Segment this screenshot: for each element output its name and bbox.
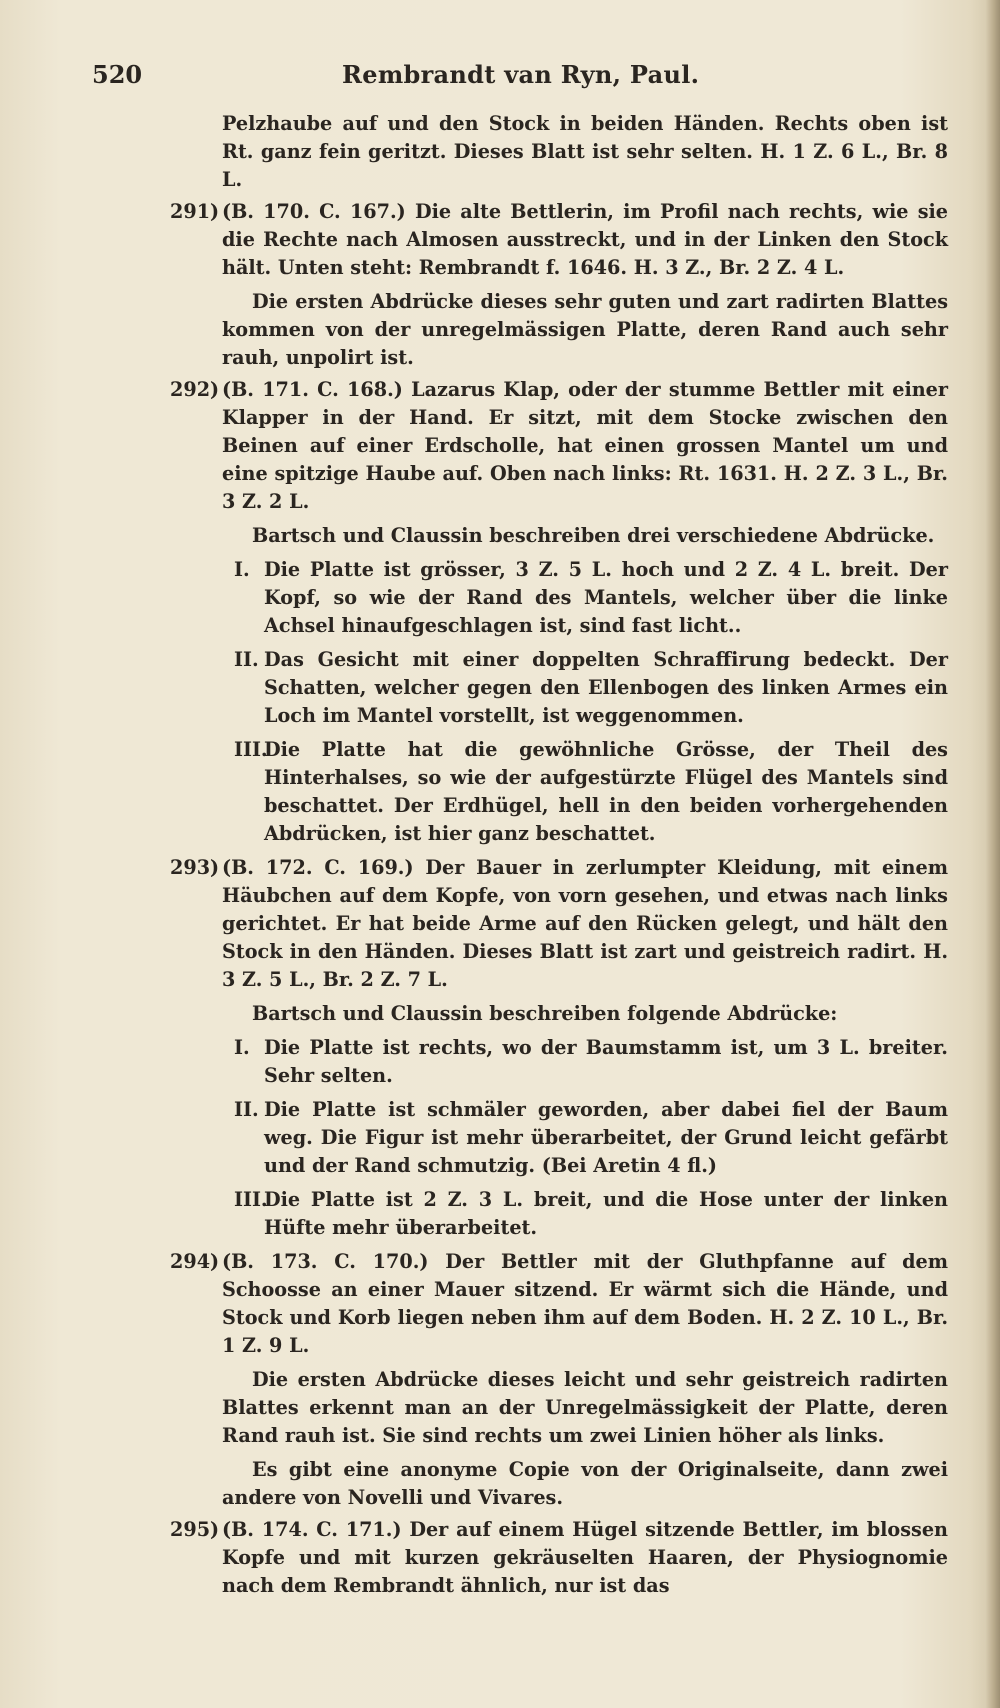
impression-label: I.	[234, 558, 250, 581]
page-edge	[986, 0, 1000, 1708]
impression-text: Die Platte hat die gewöhnliche Grösse, der Theil des Hinterhalses, so wie der aufgestürzte Flügel des Mantels sind beschattet. Der Erdhügel, hell in den beiden vorhergehenden Abdrücken, ist hier ganz beschattet.	[264, 738, 948, 845]
impression-item	[222, 1186, 948, 1242]
entry-note: Bartsch und Claussin beschreiben folgende Abdrücke:	[252, 1002, 838, 1025]
entry-note: Die ersten Abdrücke dieses leicht und sehr geistreich radirten Blattes erkennt man an der Unregelmässigkeit der Platte, deren Rand rauh ist. Sie sind rechts um zwei Linien höher als links.	[222, 1368, 948, 1447]
continued-text: Pelzhaube auf und den Stock in beiden Händen. Rechts oben ist Rt. ganz fein geritzt. Dieses Blatt ist sehr selten. H. 1 Z. 6 L., Br. 8 L.	[222, 112, 948, 191]
impression-item	[222, 556, 948, 640]
page-content	[170, 110, 948, 1600]
impression-text: Die Platte ist grösser, 3 Z. 5 L. hoch und 2 Z. 4 L. breit. Der Kopf, so wie der Rand des Mantels, welcher über die linke Achsel hinaufgeschlagen ist, sind fast licht..	[264, 558, 948, 637]
page-number: 520	[92, 60, 143, 89]
catalog-entry-295	[170, 1516, 948, 1600]
entry-note: Die ersten Abdrücke dieses sehr guten und zart radirten Blattes kommen von der unregelmässigen Platte, deren Rand auch sehr rauh, unpolirt ist.	[222, 290, 948, 369]
impression-item	[222, 736, 948, 848]
impression-text: Die Platte ist 2 Z. 3 L. breit, und die Hose unter der linken Hüfte mehr überarbeitet.	[264, 1188, 948, 1239]
entry-text: (B. 172. C. 169.) Der Bauer in zerlumpter Kleidung, mit einem Häubchen auf dem Kopfe, von vorn gesehen, und etwas nach links gerichtet. Er hat beide Arme auf den Rücken gelegt, und hält den Stock in den Händen. Dieses Blatt ist zart und geistreich radirt. H. 3 Z. 5 L., Br. 2 Z. 7 L.	[222, 856, 948, 991]
entry-number: 292)	[170, 378, 220, 401]
catalog-entry-292	[170, 376, 948, 550]
running-title: Rembrandt van Ryn, Paul.	[342, 60, 700, 89]
impression-item	[222, 646, 948, 730]
entry-text: (B. 173. C. 170.) Der Bettler mit der Gluthpfanne auf dem Schoosse an einer Mauer sitzend. Er wärmt sich die Hände, und Stock und Korb liegen neben ihm auf dem Boden. H. 2 Z. 10 L., Br. 1 Z. 9 L.	[222, 1250, 948, 1357]
entry-number: 294)	[170, 1250, 220, 1273]
impression-list	[170, 1034, 948, 1242]
impression-label: II.	[234, 648, 259, 671]
impression-label: III.	[234, 1188, 268, 1211]
entry-number: 293)	[170, 856, 220, 879]
impression-text: Die Platte ist schmäler geworden, aber dabei fiel der Baum weg. Die Figur ist mehr überarbeitet, der Grund leicht gefärbt und der Rand schmutzig. (Bei Aretin 4 fl.)	[264, 1098, 948, 1177]
page-header	[92, 60, 930, 100]
impression-list	[170, 556, 948, 848]
impression-item	[222, 1096, 948, 1180]
impression-text: Die Platte ist rechts, wo der Baumstamm ist, um 3 L. breiter. Sehr selten.	[264, 1036, 948, 1087]
impression-text: Das Gesicht mit einer doppelten Schraffirung bedeckt. Der Schatten, welcher gegen den Ellenbogen des linken Armes ein Loch im Mantel vorstellt, ist weggenommen.	[264, 648, 948, 727]
entry-number: 295)	[170, 1518, 220, 1541]
entry-note: Es gibt eine anonyme Copie von der Originalseite, dann zwei andere von Novelli und Vivares.	[222, 1458, 948, 1509]
entry-note: Bartsch und Claussin beschreiben drei verschiedene Abdrücke.	[252, 524, 935, 547]
entry-text: (B. 170. C. 167.) Die alte Bettlerin, im Profil nach rechts, wie sie die Rechte nach Almosen ausstreckt, und in der Linken den Stock hält. Unten steht: Rembrandt f. 1646. H. 3 Z., Br. 2 Z. 4 L.	[222, 200, 948, 279]
entry-number: 291)	[170, 200, 220, 223]
catalog-entry-291	[170, 198, 948, 372]
impression-label: I.	[234, 1036, 250, 1059]
impression-label: III.	[234, 738, 268, 761]
catalog-entry-293	[170, 854, 948, 1028]
entry-text: (B. 171. C. 168.) Lazarus Klap, oder der stumme Bettler mit einer Klapper in der Hand. Er sitzt, mit dem Stocke zwischen den Beinen auf einer Erdscholle, hat einen grossen Mantel um und eine spitzige Haube auf. Oben nach links: Rt. 1631. H. 2 Z. 3 L., Br. 3 Z. 2 L.	[222, 378, 948, 513]
catalog-entry-294	[170, 1248, 948, 1512]
impression-label: II.	[234, 1098, 259, 1121]
impression-item	[222, 1034, 948, 1090]
entry-text: (B. 174. C. 171.) Der auf einem Hügel sitzende Bettler, im blossen Kopfe und mit kurzen gekräuselten Haaren, der Physiognomie nach dem Rembrandt ähnlich, nur ist das	[222, 1518, 948, 1597]
